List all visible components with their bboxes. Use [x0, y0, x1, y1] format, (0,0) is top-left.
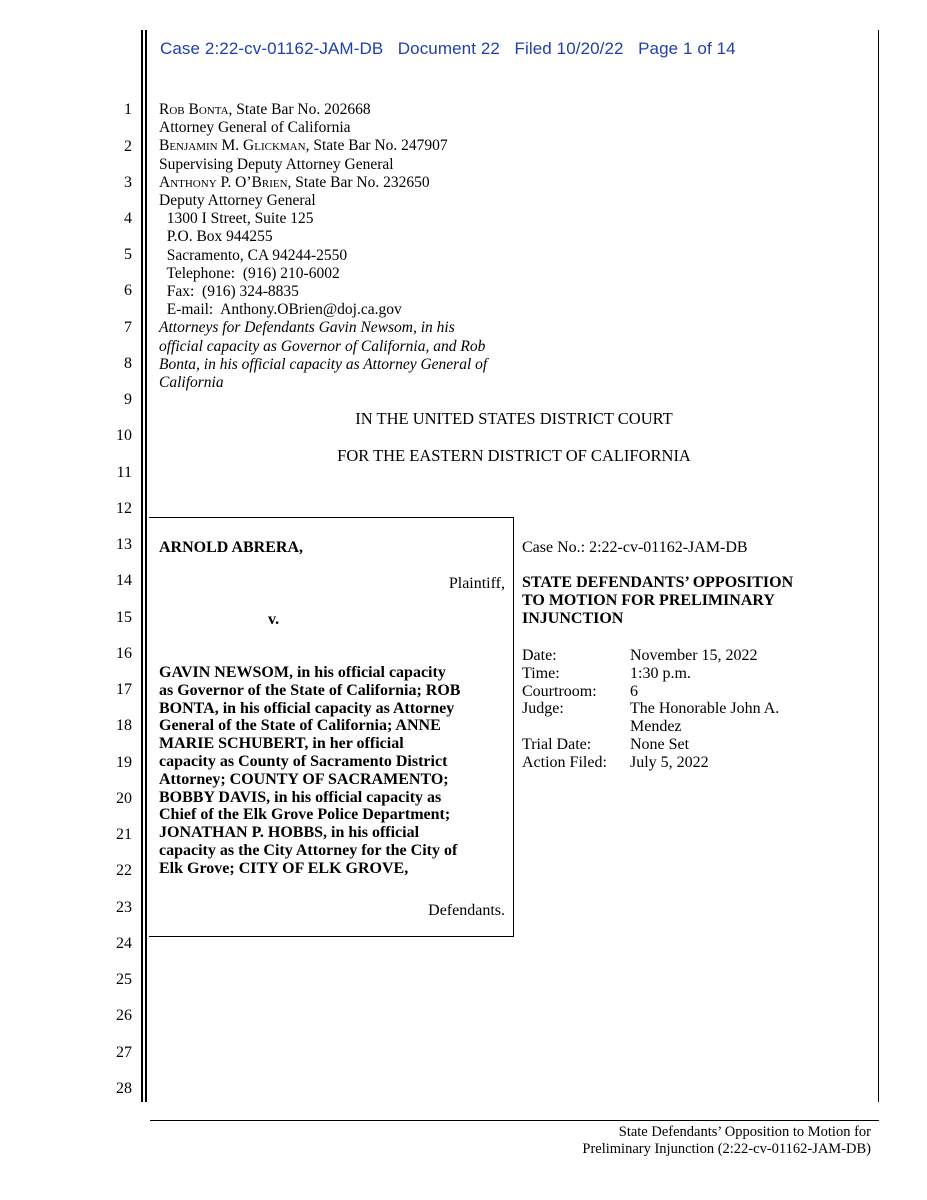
- line-number: 1: [124, 101, 132, 118]
- hearing-value: July 5, 2022: [630, 753, 709, 771]
- header-page: Page 1 of 14: [638, 39, 736, 58]
- atty-role-1: Attorneys for Defendants Gavin Newsom, in his: [159, 319, 455, 337]
- document-title-line: INJUNCTION: [522, 609, 624, 627]
- atty-bonta-last: Bonta: [188, 101, 229, 118]
- defendant-line: BONTA, in his official capacity as Attorney: [159, 699, 455, 717]
- line-number: 17: [116, 681, 132, 698]
- line-number: 18: [116, 717, 132, 734]
- hearing-key: Date:: [522, 647, 557, 664]
- header-case: Case 2:22-cv-01162-JAM-DB: [160, 39, 384, 58]
- hearing-key: Courtroom:: [522, 682, 597, 700]
- defendant-line: as Governor of the State of California; ROB: [159, 681, 461, 699]
- defendant-line: GAVIN NEWSOM, in his official capacity: [159, 664, 446, 681]
- hearing-key: Trial Date:: [522, 735, 592, 753]
- hearing-row-courtroom: [522, 683, 779, 701]
- line-number: 7: [124, 319, 132, 336]
- hearing-value: 6: [630, 682, 638, 700]
- footer-rule: [150, 1120, 879, 1121]
- hearing-value: None Set: [630, 735, 690, 753]
- atty-address-pobox: P.O. Box 944255: [159, 228, 273, 246]
- atty-glickman-mid: M.: [217, 137, 244, 155]
- atty-dag-title: Deputy Attorney General: [159, 192, 316, 210]
- versus: v.: [268, 611, 280, 628]
- defendant-line: capacity as County of Sacramento District: [159, 752, 448, 770]
- line-number: 26: [116, 1007, 132, 1024]
- defendant-line: Elk Grove; CITY OF ELK GROVE,: [159, 859, 409, 877]
- atty-email: E-mail: Anthony.OBrien@doj.ca.gov: [159, 301, 402, 319]
- line-number: 28: [116, 1080, 132, 1097]
- left-margin-rule-inner: [145, 30, 147, 1102]
- attorney-block: [159, 101, 487, 392]
- line-number: 22: [116, 862, 132, 879]
- court-name: IN THE UNITED STATES DISTRICT COURT: [355, 409, 673, 428]
- line-number: 2: [124, 138, 132, 155]
- atty-glickman-first: Benjamin: [159, 137, 218, 155]
- atty-address-street: 1300 I Street, Suite 125: [159, 210, 314, 228]
- line-number: 21: [116, 826, 132, 843]
- hearing-value: November 15, 2022: [630, 647, 758, 664]
- case-number: Case No.: 2:22-cv-01162-JAM-DB: [522, 539, 748, 556]
- defendants-list: [159, 664, 460, 878]
- hearing-key: [522, 718, 630, 736]
- line-number: 20: [116, 790, 132, 807]
- defendant-line: capacity as the City Attorney for the City of: [159, 841, 458, 859]
- line-number: 24: [116, 935, 132, 952]
- right-margin-rule: [878, 30, 879, 1102]
- line-number: 4: [124, 210, 132, 227]
- line-number: 27: [116, 1044, 132, 1061]
- atty-obrien-mid: P. O’: [216, 173, 252, 191]
- footer: [582, 1124, 871, 1158]
- atty-role-4: California: [159, 374, 224, 392]
- hearing-row-date: [522, 647, 779, 665]
- atty-obrien-last: Brien: [251, 173, 288, 191]
- document-title-line: TO MOTION FOR PRELIMINARY: [522, 591, 775, 609]
- atty-bonta-bar: , State Bar No. 202668: [228, 101, 371, 118]
- hearing-row-judge-cont: [522, 718, 779, 736]
- court-district: FOR THE EASTERN DISTRICT OF CALIFORNIA: [337, 446, 691, 465]
- hearing-value: Mendez: [630, 718, 682, 736]
- line-number: 8: [124, 355, 132, 372]
- atty-ag-title: Attorney General of California: [159, 119, 351, 137]
- line-number: 23: [116, 899, 132, 916]
- atty-telephone: Telephone: (916) 210-6002: [159, 264, 340, 282]
- document-title-line: STATE DEFENDANTS’ OPPOSITION: [522, 574, 794, 591]
- line-number: 15: [116, 609, 132, 626]
- header-filed: Filed 10/20/22: [514, 39, 624, 58]
- atty-role-2: official capacity as Governor of California, and Rob: [159, 337, 486, 355]
- line-number: 12: [116, 500, 132, 517]
- defendant-line: Attorney; COUNTY OF SACRAMENTO;: [159, 770, 449, 788]
- footer-line-1: State Defendants’ Opposition to Motion for: [618, 1124, 871, 1140]
- line-number: 6: [124, 282, 132, 299]
- plaintiff-label: Plaintiff,: [448, 575, 505, 592]
- hearing-value: 1:30 p.m.: [630, 664, 691, 682]
- footer-line-2: Preliminary Injunction (2:22-cv-01162-JAM-DB): [582, 1141, 871, 1157]
- hearing-key: Judge:: [522, 700, 564, 718]
- line-number: 11: [116, 464, 132, 481]
- hearing-key: Time:: [522, 664, 560, 682]
- hearing-row-time: [522, 665, 779, 683]
- defendant-line: JONATHAN P. HOBBS, in his official: [159, 824, 420, 842]
- atty-address-city: Sacramento, CA 94244-2550: [159, 246, 348, 264]
- atty-bonta-first: Rob: [159, 101, 185, 118]
- line-number: 19: [116, 754, 132, 771]
- header-document: Document 22: [397, 39, 500, 58]
- atty-glickman-last: Glickman: [243, 137, 306, 155]
- hearing-key: Action Filed:: [522, 753, 607, 771]
- line-number: 14: [116, 572, 132, 589]
- plaintiff-name: ARNOLD ABRERA,: [159, 539, 304, 556]
- hearing-value: The Honorable John A.: [630, 700, 780, 718]
- line-number: 3: [124, 174, 132, 191]
- hearing-info: [522, 647, 779, 772]
- line-number: 5: [124, 246, 132, 263]
- line-number: 9: [124, 391, 132, 408]
- defendants-label: Defendants.: [428, 902, 505, 919]
- atty-fax: Fax: (916) 324-8835: [159, 283, 299, 301]
- hearing-row-action-filed: [522, 754, 779, 772]
- hearing-row-judge: [522, 700, 779, 718]
- ecf-header: [160, 39, 736, 59]
- defendant-line: BOBBY DAVIS, in his official capacity as: [159, 788, 442, 806]
- atty-role-3: Bonta, in his official capacity as Attorney General of: [159, 355, 488, 373]
- atty-sdag-title: Supervising Deputy Attorney General: [159, 155, 394, 173]
- atty-glickman-bar: , State Bar No. 247907: [305, 137, 448, 155]
- document-title: [522, 574, 793, 627]
- defendant-line: General of the State of California; ANNE: [159, 717, 441, 735]
- line-number: 13: [116, 536, 132, 553]
- line-number: 10: [116, 427, 132, 444]
- defendant-line: MARIE SCHUBERT, in her official: [159, 735, 404, 753]
- left-margin-rule: [141, 30, 143, 1102]
- line-number: 16: [116, 645, 132, 662]
- atty-obrien-first: Anthony: [159, 173, 217, 191]
- hearing-row-trial-date: [522, 736, 779, 754]
- defendant-line: Chief of the Elk Grove Police Department;: [159, 806, 451, 824]
- atty-obrien-bar: , State Bar No. 232650: [287, 173, 430, 191]
- line-number: 25: [116, 971, 132, 988]
